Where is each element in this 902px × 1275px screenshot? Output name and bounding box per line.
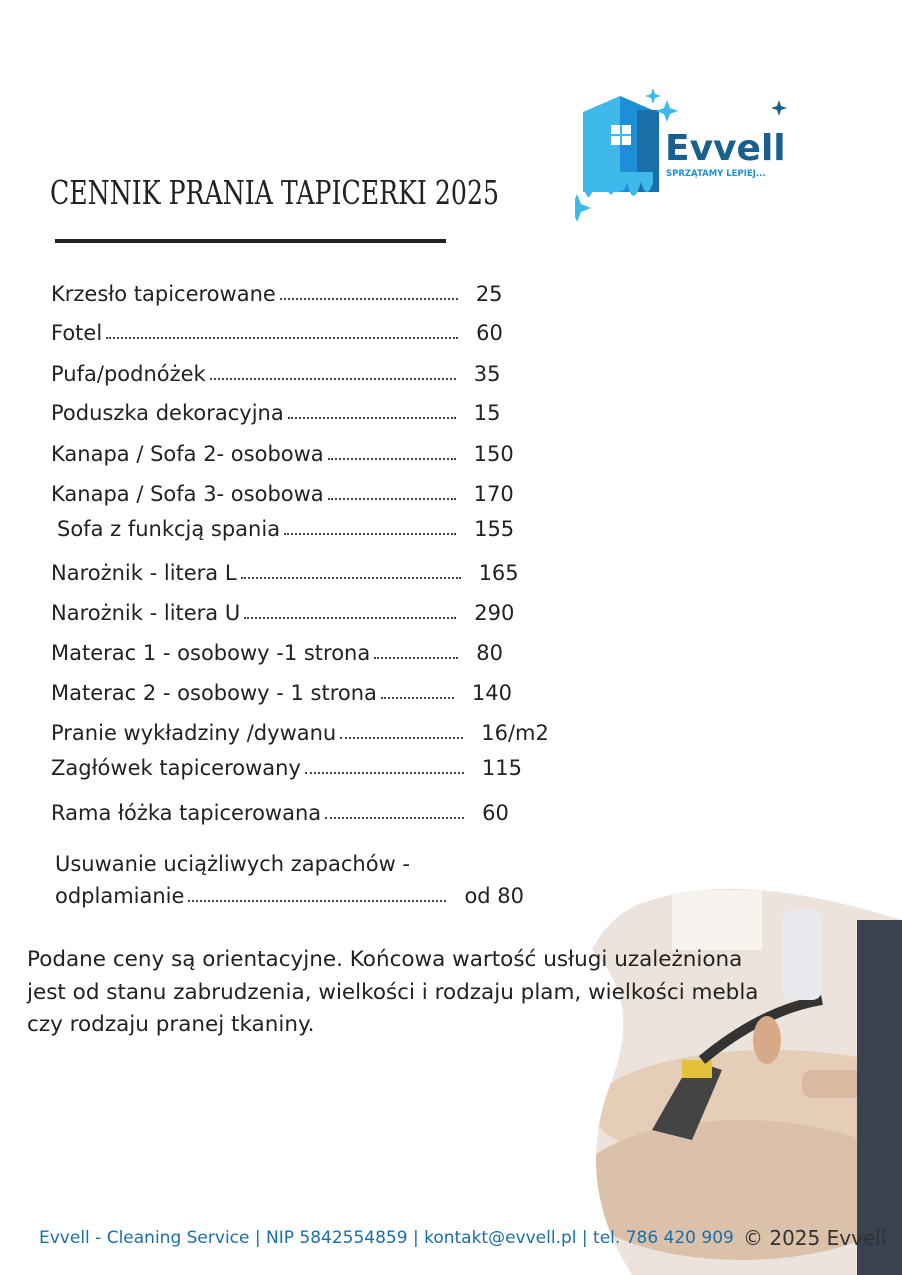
- item-label: Pranie wykładziny /dywanu: [51, 721, 337, 745]
- item-label: Pufa/podnóżek: [51, 362, 206, 386]
- leader-dots: [305, 772, 464, 774]
- item-price: 35: [473, 362, 501, 386]
- page-title: CENNIK PRANIA TAPICERKI 2025: [50, 174, 500, 213]
- price-item: [51, 795, 561, 825]
- leader-dots: [284, 533, 456, 535]
- item-label: Zagłówek tapicerowany: [51, 756, 301, 780]
- leader-dots: [210, 378, 456, 380]
- item-label: Fotel: [51, 321, 103, 345]
- item-price: 290: [474, 601, 515, 625]
- item-price: 150: [473, 442, 514, 466]
- upholstery-cleaning-photo: [592, 880, 902, 1275]
- item-price: 60: [482, 801, 509, 825]
- item-label: Rama łóżka tapicerowana: [51, 801, 322, 825]
- item-price: 170: [473, 482, 514, 506]
- price-item: [51, 356, 561, 386]
- price-item: [51, 555, 561, 585]
- price-item: [51, 276, 561, 306]
- item-label: Narożnik - litera L: [51, 561, 237, 585]
- footer-contact: Evvell - Cleaning Service | NIP 5842554859 | kontakt@evvell.pl | tel. 786 420 909: [39, 1228, 734, 1248]
- item-price: 165: [478, 561, 519, 585]
- item-price: 80: [476, 641, 503, 665]
- price-item: [51, 476, 561, 506]
- item-label: Poduszka dekoracyjna: [51, 401, 284, 425]
- title-underline: [55, 239, 446, 243]
- price-item-extra-line1: [55, 846, 565, 876]
- item-label: odplamianie: [55, 884, 185, 908]
- leader-dots: [328, 498, 456, 500]
- price-item: [51, 436, 561, 466]
- item-label: Sofa z funkcją spania: [57, 517, 281, 541]
- price-item: [51, 395, 561, 425]
- item-price: 60: [476, 321, 503, 345]
- copyright: © 2025 Evvell: [743, 1226, 887, 1250]
- leader-dots: [340, 737, 463, 739]
- pricing-note: Podane ceny są orientacyjne. Końcowa wartość usługi uzależniona jest od stanu zabrudzenia, wielkości i rodzaju plam, wielkości mebla czy rodzaju pranej tkaniny.: [27, 947, 759, 1037]
- item-price: 155: [474, 517, 515, 541]
- item-label: Kanapa / Sofa 3- osobowa: [51, 482, 324, 506]
- leader-dots: [244, 617, 456, 619]
- price-item: [57, 511, 567, 541]
- item-price: 115: [481, 756, 522, 780]
- price-item: [51, 750, 561, 780]
- item-price: 16/m2: [481, 721, 549, 745]
- item-label: Kanapa / Sofa 2- osobowa: [51, 442, 324, 466]
- item-label: Materac 1 - osobowy -1 strona: [51, 641, 371, 665]
- logo-tagline: SPRZĄTAMY LEPIEJ...: [666, 169, 766, 179]
- item-label: Usuwanie uciążliwych zapachów -: [55, 852, 411, 876]
- logo-brand: Evvell: [665, 128, 786, 169]
- leader-dots: [381, 697, 454, 699]
- item-price: od 80: [464, 884, 525, 908]
- item-price: 25: [475, 282, 503, 306]
- price-item-extra: [55, 878, 565, 908]
- price-item: [51, 635, 561, 665]
- evvell-logo: [575, 82, 805, 222]
- item-price: 140: [471, 681, 513, 705]
- price-item: [51, 595, 561, 625]
- item-label: Narożnik - litera U: [51, 601, 241, 625]
- leader-dots: [328, 458, 456, 460]
- leader-dots: [241, 577, 461, 579]
- leader-dots: [288, 417, 456, 419]
- item-label: Materac 2 - osobowy - 1 strona: [51, 681, 377, 705]
- price-item: [51, 715, 561, 745]
- price-item: [51, 315, 561, 345]
- price-item: [51, 675, 561, 705]
- leader-dots: [280, 298, 458, 300]
- item-price: 15: [473, 401, 501, 425]
- leader-dots: [374, 657, 458, 659]
- leader-dots: [325, 817, 464, 819]
- leader-dots: [106, 337, 458, 339]
- item-label: Krzesło tapicerowane: [51, 282, 276, 306]
- leader-dots: [188, 900, 446, 902]
